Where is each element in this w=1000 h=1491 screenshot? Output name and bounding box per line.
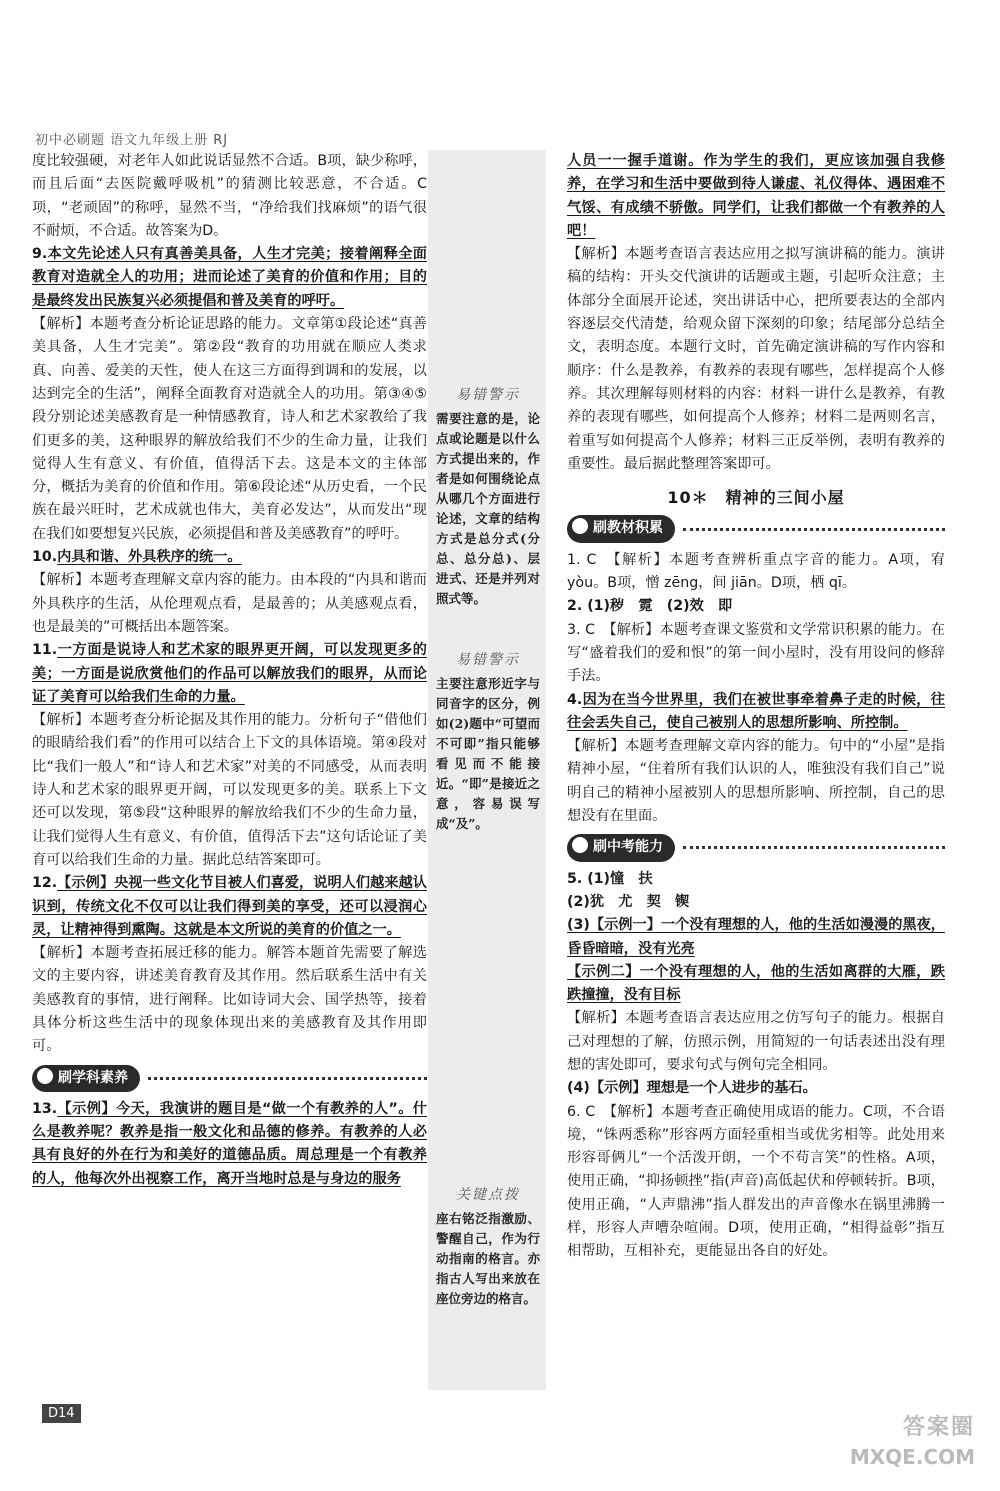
section-header-literacy	[32, 1065, 427, 1092]
analysis-13: 【解析】本题考查语言表达应用之拟写演讲稿的能力。演讲稿的结构：开头交代演讲的话题或主题，引起听众注意；主体部分全面展开论述，突出讲话中心，把所要表达的全部内容逐层交代清楚，给观众留下深刻的印象；结尾部分总结全文，表明态度。本题行文时，首先确定演讲稿的写作内容和顺序：什么是教养，有教养的表现有哪些，怎样提高个人修养。其次理解每则材料的内容：材料一讲什么是教养，有教养的表现有哪些，如何提高个人修养；材料二是两则名言，着重写如何提高个人修养；材料三正反举例，表明有教养的重要性。最后据此整理答案即可。	[567, 246, 945, 472]
question-number: 10.	[32, 549, 58, 566]
answer-2: 2. (1)秽 霓 (2)效 即	[567, 598, 733, 615]
lesson-title: 10＊ 精神的三间小屋	[667, 488, 845, 508]
watermark-logo: 答案圈	[902, 1415, 975, 1440]
question-4	[567, 689, 945, 736]
divider	[148, 1077, 427, 1080]
analysis-11: 【解析】本题考查分析论据及其作用的能力。分析句子“借他们的眼睛给我们看”的作用可以结合上下文的具体语境。第④段对比“我们一般人”和“诗人和艺术家”对美的不同感受，从而表明诗人和艺术家的眼界更开阔，可以发现更多的美。联系上下文还可以发现，第⑤段“这种眼界的解放给我们不少的生命力量，让我们觉得人生有意义、有价值，值得活下去”这句话论证了美育可以给我们生命的力量。据此总结答案即可。	[32, 712, 427, 868]
pencil-icon	[37, 1068, 53, 1084]
analysis-5: 【解析】本题考查语言表达应用之仿写句子的能力。根据自己对理想的了解，仿照示例，用简短的一句话表述出没有理想的害处即可，要求句式与例句完全相同。	[567, 1010, 945, 1073]
answer-1: 1. C 【解析】本题考查辨析重点字音的能力。A项，宥 yòu。B项，憎 zēng，间 jiān。D项，栖 qī。	[567, 551, 945, 592]
section-badge: 刷中考能力	[567, 834, 675, 861]
note-title: 易错警示	[456, 652, 520, 668]
page-number: D14	[42, 1404, 81, 1423]
analysis-12: 【解析】本题考查拓展迁移的能力。解答本题首先需要了解选文的主要内容，讲述美育教育及其作用。然后联系生活中有关美感教育的事情，进行阐释。比如诗词大会、国学热等，接着具体分析这些生活中的现象体现出来的美感教育及其作用即可。	[32, 945, 427, 1055]
pencil-icon	[572, 518, 588, 534]
question-number: 12.	[32, 875, 58, 892]
section-badge: 刷教材积累	[567, 515, 675, 542]
note-body: 主要注意形近字与同音字的区分，例如(2)题中“可望而不可即”指只能够看见而不能接近。“即”是接近之意，容易误写成“及”。	[436, 676, 540, 831]
answer-text: 内具和谐、外具秩序的统一。	[57, 549, 242, 566]
answer-text: 一方面是说诗人和艺术家的眼界更开阔，可以发现更多的美；一方面是说欣赏他们的作品可以解放我们的眼界，从而论证了美育可以给我们生命的力量。	[32, 642, 427, 705]
analysis-10: 【解析】本题考查理解文章内容的能力。由本段的“内具和谐而外具秩序的生活，从伦理观点看，是最善的；从美感观点看，也是最美的”可概括出本题答案。	[32, 572, 427, 635]
question-9	[32, 243, 427, 313]
answer-text: 【示例】今天，我演讲的题目是“做一个有教养的人”。什么是教养呢？教养是指一般文化和品德的修养。有教养的人必具有良好的外在行为和美好的道德品质。周总理是一个有教养的人，他每次外出视察工作，离开当地时总是与身边的服务	[32, 1100, 427, 1187]
answer-text: 因为在当今世界里，我们在被世事牵着鼻子走的时候，往往会丢失自己，使自己被别人的思想所影响、所控制。	[567, 691, 945, 731]
answer-3: 3. C 【解析】本题考查课文鉴赏和文学常识积累的能力。在写“盛着我们的爱和恨”的第一间小屋时，没有用设问的修辞手法。	[567, 621, 945, 685]
note-body: 需要注意的是，论点或论题是以什么方式提出来的，作者是如何围绕论点从哪几个方面进行论述，文章的结构方式是总分式(分总、总分总)、层进式、还是并列对照式等。	[436, 411, 540, 606]
section-header-exam	[567, 834, 945, 861]
question-number: 11.	[32, 642, 58, 659]
left-column	[32, 150, 427, 1191]
answer-5-4: (4)【示例】理想是一个人进步的基石。	[567, 1080, 817, 1097]
answer-5-3: (3)【示例一】一个没有理想的人，他的生活如漫漫的黑夜，昏昏暗暗，没有光亮	[567, 917, 945, 957]
divider	[683, 528, 945, 531]
answer-5-2: (2)犹 尤 契 锲	[567, 893, 690, 910]
note-title: 关键点拨	[456, 1187, 520, 1203]
analysis-9: 【解析】本题考查分析论证思路的能力。文章第①段论述“真善美具备，人生才完美”。第②段“教育的功用就在顺应人类求真、向善、爱美的天性，使人在这三方面得到调和的发展，以达到完全的生活”，阐释全面教育对造就全人的功用。第③④⑤段分别论述美感教育是一种情感教育，诗人和艺术家教给了我们更多的美，这种眼界的解放给我们不少的生命力量，让我们觉得人生有意义、有价值，值得活下去。这是本文的主体部分，概括为美育的价值和作用。第⑥段论述“从历史看，一个民族在最兴旺时，艺术成就也伟大，美育必发达”，从而发出“现在我们如要想复兴民族，必须提倡和普及美感教育”的呼吁。	[32, 316, 427, 542]
answer-5-3b: 【示例二】一个没有理想的人，他的生活如离群的大雁，跌跌撞撞，没有目标	[567, 963, 945, 1004]
paragraph: 度比较强硬，对老年人如此说话显然不合适。B项，缺少称呼，而且后面“去医院戴呼吸机”的猜测比较恶意，不合适。C项，“老顽固”的称呼，显然不当，“净给我们找麻烦”的语气很不耐烦，不合适。故答案为D。	[32, 153, 427, 239]
question-13	[32, 1098, 427, 1191]
section-badge: 刷学科素养	[32, 1065, 140, 1092]
answer-continuation: 人员一一握手道谢。作为学生的我们，更应该加强自我修养，在学习和生活中要做到待人谦虚、礼仪得体、遇困难不气馁、有成绩不骄傲。同学们，让我们都做一个有教养的人吧！	[567, 153, 945, 239]
answer-text: 【示例】央视一些文化节目被人们喜爱，说明人们越来越认识到，传统文化不仅可以让我们得到美的享受，还可以浸润心灵，让精神得到熏陶。这就是本文所说的美育的价值之一。	[32, 875, 427, 938]
answer-6: 6. C 【解析】本题考查正确使用成语的能力。C项，不合语境，“铢两悉称”形容两方面轻重相当或优劣相等。此处用来形容哥俩儿“一个活泼开朗，一个不苟言笑”的性格。A项，使用正确，“抑扬顿挫”指(声音)高低起伏和停顿转折。B项，使用正确，“人声鼎沸”指人群发出的声音像水在锅里沸腾一样，形容人声嘈杂喧闹。D项，使用正确，“相得益彰”指互相帮助，互相补充，更能显出各自的好处。	[567, 1103, 945, 1260]
question-number: 9.	[32, 246, 48, 263]
note-body: 座右铭泛指激励、警醒自己，作为行动指南的格言。亦指古人写出来放在座位旁边的格言。	[436, 1211, 540, 1306]
note-mistake-2	[436, 650, 540, 834]
question-12	[32, 872, 427, 942]
question-number: 13.	[32, 1100, 58, 1117]
question-11	[32, 639, 427, 709]
answer-text: 本文先论述人只有真善美具备，人生才完美；接着阐释全面教育对造就全人的功用；进而论述了美育的价值和作用；目的是最终发出民族复兴必须提倡和普及美育的呼吁。	[32, 246, 427, 309]
right-column	[567, 150, 945, 1264]
analysis-4: 【解析】本题考查理解文章内容的能力。句中的“小屋”是指精神小屋，“住着所有我们认识的人，唯独没有我们自己”说明自己的精神小屋被别人的思想所影响、所控制，自己的思想没有在里面。	[567, 738, 945, 825]
question-number: 4.	[567, 691, 583, 708]
note-mistake-1	[436, 385, 540, 609]
question-10	[32, 546, 427, 569]
section-header-textbook	[567, 515, 945, 542]
note-title: 易错警示	[456, 387, 520, 403]
answer-5-1: 5. (1)憧 扶	[567, 870, 653, 887]
watermark-url: MXQE.COM	[849, 1445, 975, 1469]
pencil-icon	[572, 837, 588, 853]
note-key-point	[436, 1185, 540, 1309]
sidebar-notes	[428, 150, 546, 1390]
divider	[683, 846, 945, 849]
page-header: 初中必刷题 语文九年级上册 RJ	[35, 133, 229, 148]
